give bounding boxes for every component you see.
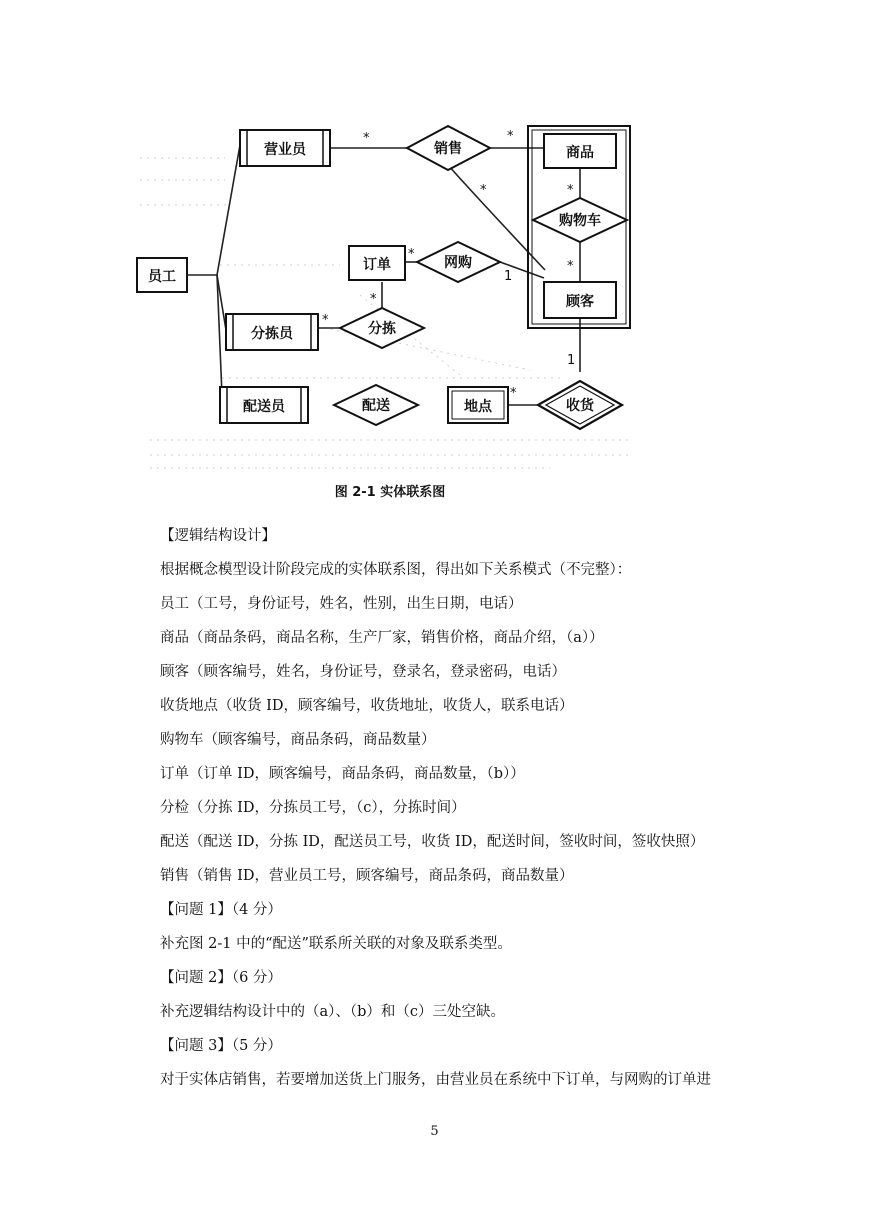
entity-label: 营业员 <box>264 142 306 158</box>
question-1-body: 补充图 2-1 中的“配送”联系所关联的对象及联系类型。 <box>160 936 512 952</box>
entity-label: 顾客 <box>566 294 594 310</box>
question-2-body: 补充逻辑结构设计中的（a）、（b）和（c）三处空缺。 <box>160 1004 506 1020</box>
entity-order <box>349 246 405 280</box>
card-mark: 1 <box>567 353 576 368</box>
question-3-body: 对于实体店销售，若要增加送货上门服务，由营业员在系统中下订单，与网购的订单进 <box>160 1072 711 1088</box>
entity-deliverer <box>220 387 308 423</box>
relation-sale <box>407 126 490 170</box>
entity-label: 配送员 <box>243 399 285 415</box>
relation-label: 分拣 <box>368 321 396 337</box>
entity-employee <box>137 258 187 292</box>
schema-delivery: 配送（配送 ID，分拣 ID，配送员工号，收货 ID，配送时间，签收时间，签收快照） <box>160 834 705 850</box>
entity-salesperson <box>240 130 330 166</box>
schema-order: 订单（订单 ID，顾客编号，商品条码，商品数量，（b）） <box>160 766 525 782</box>
relation-cart <box>533 198 627 242</box>
card-mark: * <box>507 129 514 144</box>
entity-label: 分拣员 <box>251 326 293 342</box>
page-number: 5 <box>430 1124 439 1139</box>
relation-label: 购物车 <box>559 213 601 229</box>
section-title: 【逻辑结构设计】 <box>160 528 276 544</box>
schema-employee: 员工（工号，身份证号，姓名，性别，出生日期，电话） <box>160 596 523 612</box>
entity-label: 员工 <box>148 269 176 285</box>
relation-label: 收货 <box>566 398 594 414</box>
card-mark: * <box>510 386 517 401</box>
card-mark: * <box>322 313 329 328</box>
card-mark: 1 <box>504 269 513 284</box>
schema-cart: 购物车（顾客编号，商品条码，商品数量） <box>160 732 436 748</box>
intro-text: 根据概念模型设计阶段完成的实体联系图，得出如下关系模式（不完整）： <box>160 562 632 578</box>
question-1-title: 【问题 1】（4 分） <box>160 902 282 918</box>
card-mark: * <box>567 259 574 274</box>
schema-sale: 销售（销售 ID，营业员工号，顾客编号，商品条码，商品数量） <box>160 868 574 884</box>
relation-label: 网购 <box>444 255 472 271</box>
relation-delivery <box>334 385 418 425</box>
entity-label: 商品 <box>566 145 594 161</box>
card-mark: * <box>408 247 415 262</box>
schema-goods: 商品（商品条码，商品名称，生产厂家，销售价格，商品介绍，（a）） <box>160 630 604 646</box>
relation-label: 配送 <box>362 398 390 414</box>
entity-label: 订单 <box>363 257 391 273</box>
entity-picker <box>226 314 318 350</box>
card-mark: * <box>363 131 370 146</box>
schema-sort: 分检（分拣 ID，分拣员工号，（c），分拣时间） <box>160 800 466 816</box>
entity-label: 地点 <box>464 399 492 415</box>
relation-purchase <box>417 242 500 282</box>
relation-label: 销售 <box>434 141 462 157</box>
entity-customer <box>544 282 616 318</box>
relation-sort <box>340 308 424 348</box>
question-2-title: 【问题 2】（6 分） <box>160 970 282 986</box>
entity-goods <box>544 134 616 168</box>
schema-customer: 顾客（顾客编号，姓名，身份证号，登录名，登录密码，电话） <box>160 664 566 680</box>
schema-location: 收货地点（收货 ID，顾客编号，收货地址，收货人，联系电话） <box>160 698 574 714</box>
entity-location <box>448 387 508 423</box>
card-mark: * <box>370 292 377 307</box>
relation-receive <box>538 381 622 429</box>
card-mark: * <box>567 183 574 198</box>
card-mark: * <box>480 183 487 198</box>
figure-caption: 图 2-1 实体联系图 <box>334 485 446 500</box>
er-diagram <box>130 110 650 505</box>
question-3-title: 【问题 3】（5 分） <box>160 1038 282 1054</box>
